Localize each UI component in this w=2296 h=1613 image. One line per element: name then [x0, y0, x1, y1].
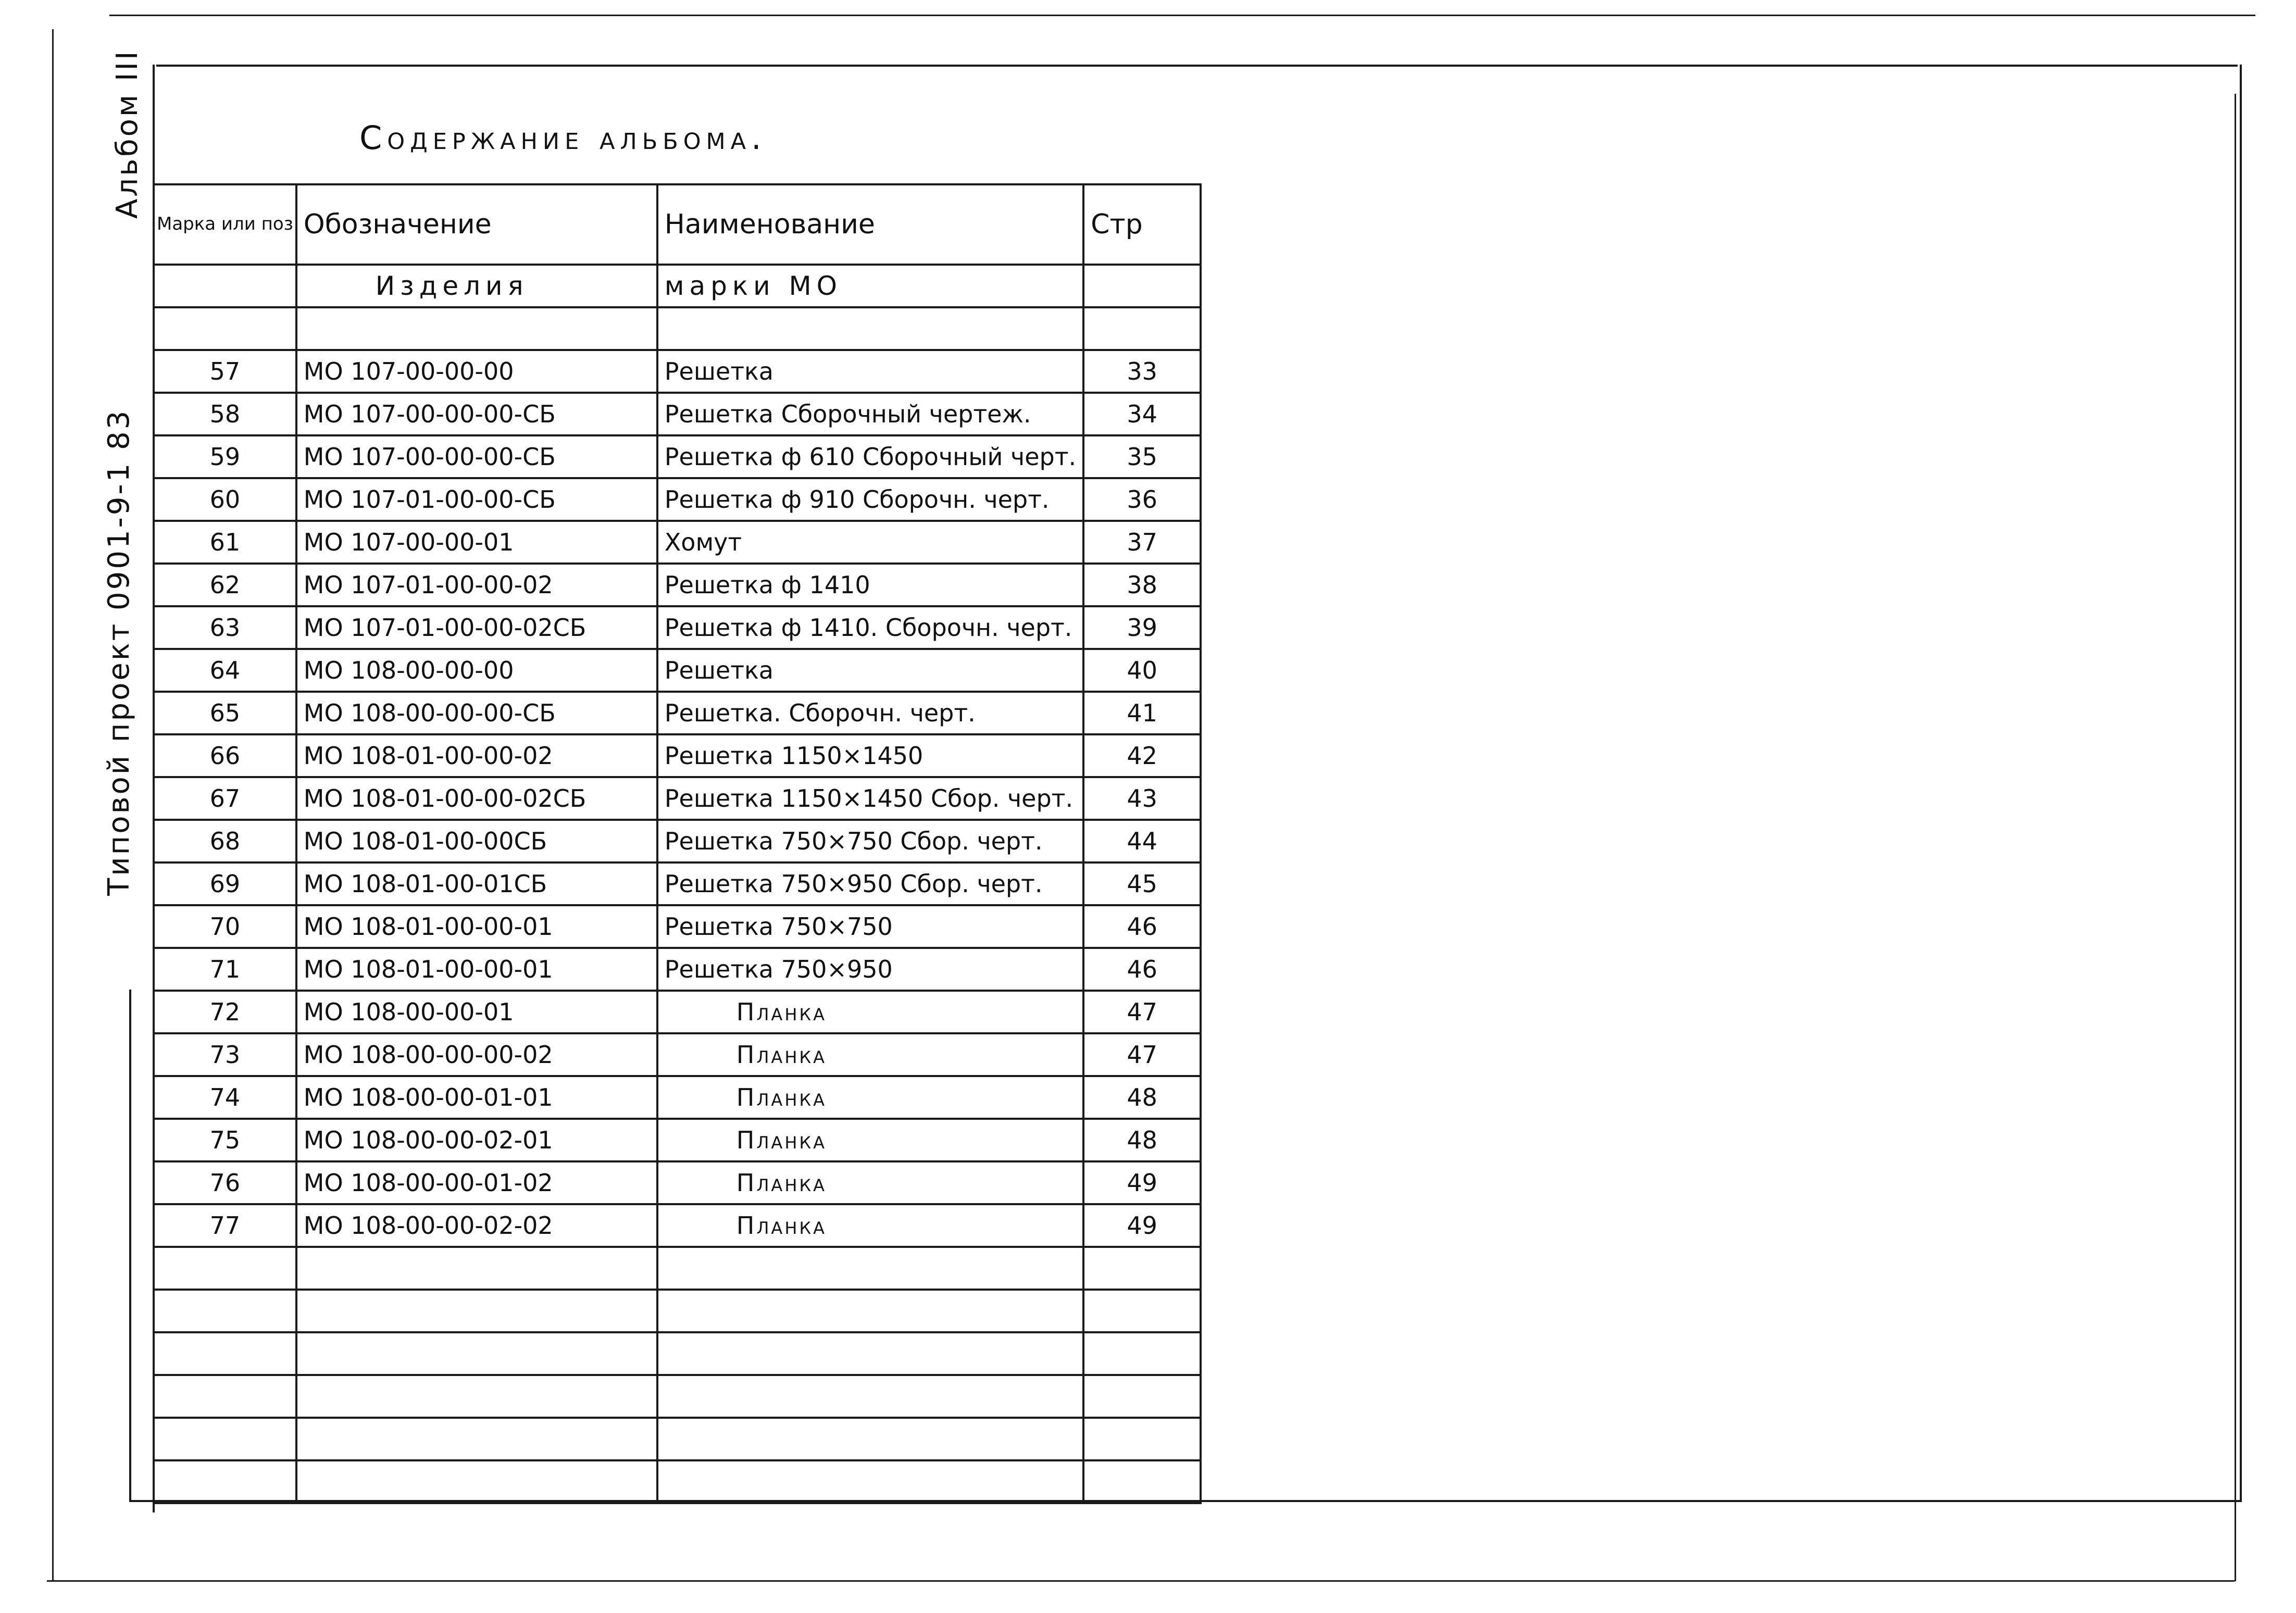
table-row [154, 991, 1201, 1033]
row-page: 34 [1083, 393, 1201, 435]
row-designation: МО 108-01-00-01СБ [296, 862, 657, 905]
row-name: Решетка [657, 350, 1083, 393]
row-position: 61 [154, 521, 296, 564]
row-designation: МО 107-01-00-00-02 [296, 564, 657, 606]
row-name: Решетка 750×950 Сбор. черт. [657, 862, 1083, 905]
row-position: 66 [154, 734, 296, 777]
table-row [154, 393, 1201, 435]
frame-right-line [2240, 65, 2242, 1502]
row-designation: МО 108-01-00-00СБ [296, 820, 657, 862]
row-name: Планка [657, 1076, 1083, 1119]
row-designation: МО 108-01-00-00-02 [296, 734, 657, 777]
row-name: Решетка 1150×1450 Сбор. черт. [657, 777, 1083, 820]
table-row [154, 1076, 1201, 1119]
row-position: 73 [154, 1033, 296, 1076]
row-page: 44 [1083, 820, 1201, 862]
row-page: 48 [1083, 1076, 1201, 1119]
row-name: Решетка ф 1410 [657, 564, 1083, 606]
table-row [154, 649, 1201, 692]
page-title: Содержание альбома. [359, 119, 767, 157]
subheader-page-empty [1083, 265, 1201, 307]
header-page: Стр [1083, 184, 1201, 265]
row-position: 62 [154, 564, 296, 606]
row-name: Планка [657, 991, 1083, 1033]
row-page: 43 [1083, 777, 1201, 820]
row-position: 76 [154, 1161, 296, 1204]
row-position: 63 [154, 606, 296, 649]
table-row [154, 521, 1201, 564]
subheader-designation: Изделия [296, 265, 657, 307]
subheader-name: марки МО [657, 265, 1083, 307]
row-designation: МО 108-00-00-00 [296, 649, 657, 692]
table-row [154, 350, 1201, 393]
row-name: Решетка 750×750 Сбор. черт. [657, 820, 1083, 862]
empty-row [154, 1247, 1201, 1290]
row-name: Хомут [657, 521, 1083, 564]
row-page: 40 [1083, 649, 1201, 692]
row-position: 74 [154, 1076, 296, 1119]
row-page: 35 [1083, 435, 1201, 478]
frame-left-extension [129, 990, 131, 1501]
project-label: Типовой проект 0901-9-1 83 [102, 408, 136, 896]
empty-row [154, 1375, 1201, 1418]
row-designation: МО 108-01-00-00-02СБ [296, 777, 657, 820]
row-name: Решетка ф 610 Сборочный черт. [657, 435, 1083, 478]
outer-left-border [52, 29, 54, 1581]
table-row [154, 692, 1201, 734]
table-row [154, 564, 1201, 606]
row-designation: МО 108-00-00-01-01 [296, 1076, 657, 1119]
row-position: 64 [154, 649, 296, 692]
row-designation: МО 107-00-00-00-СБ [296, 393, 657, 435]
table-row [154, 777, 1201, 820]
row-name: Планка [657, 1204, 1083, 1247]
row-designation: МО 107-01-00-00-02СБ [296, 606, 657, 649]
row-position: 70 [154, 905, 296, 948]
row-page: 47 [1083, 1033, 1201, 1076]
table-row [154, 1161, 1201, 1204]
row-name: Планка [657, 1033, 1083, 1076]
row-position: 75 [154, 1119, 296, 1161]
row-position: 60 [154, 478, 296, 521]
row-name: Решетка ф 1410. Сборочн. черт. [657, 606, 1083, 649]
table-row [154, 734, 1201, 777]
table-row [154, 1033, 1201, 1076]
row-name: Решетка. Сборочн. черт. [657, 692, 1083, 734]
row-position: 72 [154, 991, 296, 1033]
row-position: 58 [154, 393, 296, 435]
contents-table [153, 183, 1202, 1504]
row-page: 46 [1083, 948, 1201, 991]
row-designation: МО 108-00-00-02-02 [296, 1204, 657, 1247]
row-page: 41 [1083, 692, 1201, 734]
subheader-empty [154, 265, 296, 307]
row-designation: МО 108-00-00-01-02 [296, 1161, 657, 1204]
row-name: Планка [657, 1119, 1083, 1161]
top-border-line [109, 15, 2255, 16]
table-row [154, 820, 1201, 862]
table-row [154, 862, 1201, 905]
table-row [154, 478, 1201, 521]
table-row [154, 606, 1201, 649]
row-position: 65 [154, 692, 296, 734]
row-name: Решетка 1150×1450 [657, 734, 1083, 777]
empty-row [154, 1332, 1201, 1375]
row-page: 48 [1083, 1119, 1201, 1161]
row-page: 37 [1083, 521, 1201, 564]
row-page: 38 [1083, 564, 1201, 606]
outer-bottom-border [47, 1580, 2235, 1582]
empty-row [154, 1418, 1201, 1460]
row-designation: МО 108-01-00-00-01 [296, 905, 657, 948]
row-page: 47 [1083, 991, 1201, 1033]
row-page: 42 [1083, 734, 1201, 777]
row-designation: МО 107-00-00-00 [296, 350, 657, 393]
table-subheader-row [154, 265, 1201, 307]
row-name: Решетка Сборочный чертеж. [657, 393, 1083, 435]
table-row [154, 435, 1201, 478]
row-designation: МО 108-01-00-00-01 [296, 948, 657, 991]
row-page: 49 [1083, 1161, 1201, 1204]
row-position: 77 [154, 1204, 296, 1247]
row-designation: МО 108-00-00-00-02 [296, 1033, 657, 1076]
row-name: Решетка 750×750 [657, 905, 1083, 948]
table-header-row [154, 184, 1201, 265]
row-designation: МО 107-00-00-01 [296, 521, 657, 564]
row-designation: МО 108-00-00-00-СБ [296, 692, 657, 734]
frame-top-line [156, 65, 2238, 67]
row-position: 71 [154, 948, 296, 991]
table-gap-row [154, 307, 1201, 350]
row-designation: МО 108-00-00-01 [296, 991, 657, 1033]
row-designation: МО 107-00-00-00-СБ [296, 435, 657, 478]
row-designation: МО 107-01-00-00-СБ [296, 478, 657, 521]
row-name: Решетка ф 910 Сборочн. черт. [657, 478, 1083, 521]
header-name: Наименование [657, 184, 1083, 265]
album-label: Альбом III [110, 49, 144, 219]
row-designation: МО 108-00-00-02-01 [296, 1119, 657, 1161]
row-page: 49 [1083, 1204, 1201, 1247]
row-position: 67 [154, 777, 296, 820]
row-page: 36 [1083, 478, 1201, 521]
row-position: 57 [154, 350, 296, 393]
row-name: Решетка 750×950 [657, 948, 1083, 991]
table-row [154, 1119, 1201, 1161]
row-position: 68 [154, 820, 296, 862]
row-name: Планка [657, 1161, 1083, 1204]
table-row [154, 948, 1201, 991]
table-row [154, 905, 1201, 948]
row-position: 59 [154, 435, 296, 478]
table-row [154, 1204, 1201, 1247]
outer-right-border [2235, 94, 2236, 1581]
empty-row [154, 1460, 1201, 1503]
row-name: Решетка [657, 649, 1083, 692]
row-page: 45 [1083, 862, 1201, 905]
empty-row [154, 1290, 1201, 1332]
row-page: 46 [1083, 905, 1201, 948]
header-designation: Обозначение [296, 184, 657, 265]
row-page: 33 [1083, 350, 1201, 393]
header-mark: Марка или поз [154, 184, 296, 265]
row-position: 69 [154, 862, 296, 905]
row-page: 39 [1083, 606, 1201, 649]
